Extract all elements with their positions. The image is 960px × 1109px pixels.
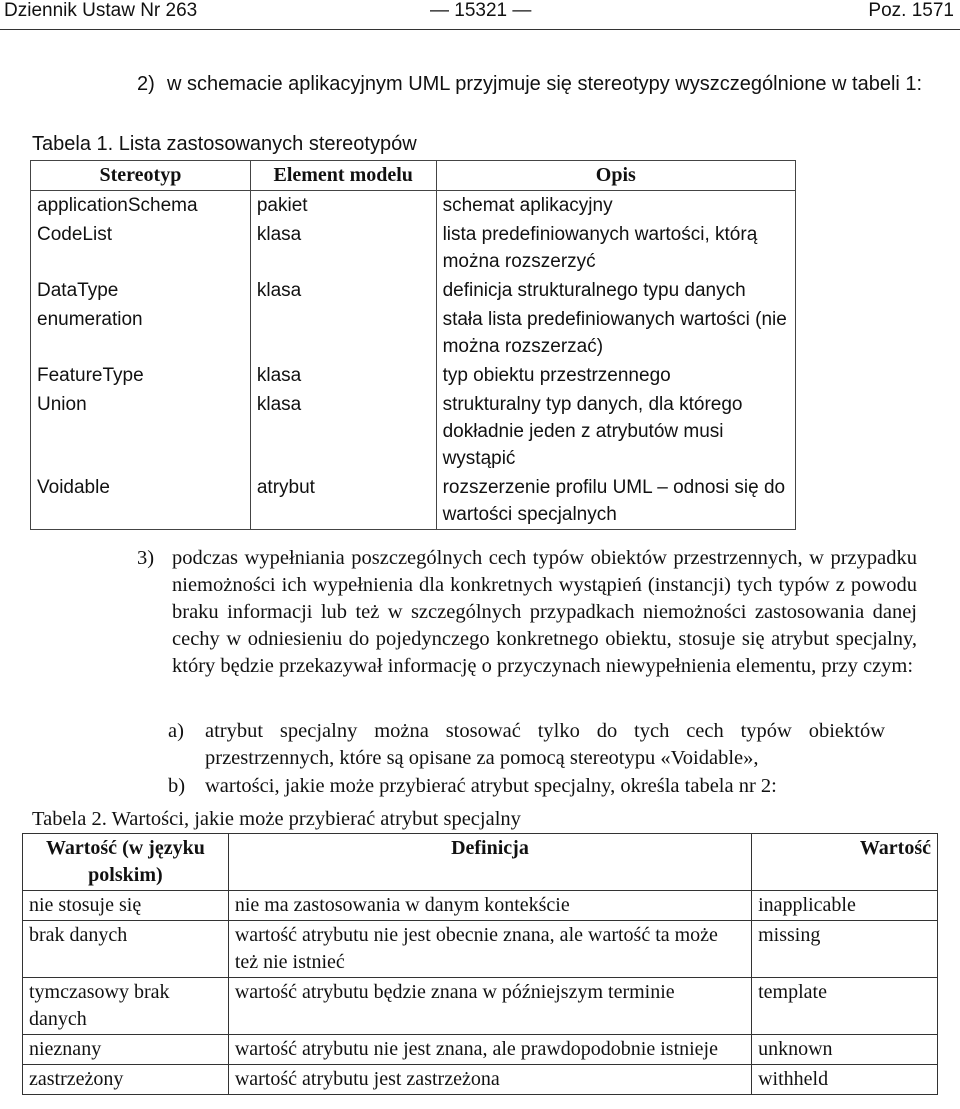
table-cell: nieznany bbox=[23, 1035, 229, 1065]
page-number: — 15321 — bbox=[430, 0, 532, 21]
table-row bbox=[31, 473, 796, 530]
table-cell: wartość atrybutu nie jest obecnie znana, ale wartość ta może też nie istnieć bbox=[228, 921, 751, 978]
table-cell: klasa bbox=[250, 390, 436, 473]
list-text: w schemacie aplikacyjnym UML przyjmuje się stereotypy wyszczególnione w tabeli 1: bbox=[167, 73, 923, 95]
list-text: podczas wypełniania poszczególnych cech typów obiektów przestrzennych, w przypadku niemożności ich wypełnienia dla konkretnych wystąpień (instancji) tych typów z powodu braku informacji lub też w szczególnych przypadkach niemożności zastosowania danej cechy w odniesieniu do pojedynczego konkretnego obiektu, stosuje się atrybut specjalny, który będzie przekazywał informację o przyczynach niewypełnienia elementu, przy czym: bbox=[172, 547, 917, 677]
table-row bbox=[23, 891, 938, 921]
table-cell: tymczasowy brak danych bbox=[23, 978, 229, 1035]
table-cell: CodeList bbox=[31, 220, 251, 276]
table-cell bbox=[250, 305, 436, 361]
table-cell: inapplicable bbox=[752, 891, 938, 921]
table-row bbox=[23, 1065, 938, 1095]
table1-caption: Tabela 1. Lista zastosowanych stereotypów bbox=[32, 133, 417, 155]
table-cell: template bbox=[752, 978, 938, 1035]
table-cell: Union bbox=[31, 390, 251, 473]
table-cell: enumeration bbox=[31, 305, 251, 361]
table-cell: wartość atrybutu będzie znana w późniejszym terminie bbox=[228, 978, 751, 1035]
table-row bbox=[31, 390, 796, 473]
table-cell: brak danych bbox=[23, 921, 229, 978]
table-cell: nie stosuje się bbox=[23, 891, 229, 921]
position-number: Poz. 1571 bbox=[868, 0, 954, 21]
table-cell: rozszerzenie profilu UML – odnosi się do wartości specjalnych bbox=[436, 473, 795, 530]
table-cell: unknown bbox=[752, 1035, 938, 1065]
table-cell: atrybut bbox=[250, 473, 436, 530]
table-cell: stała lista predefiniowanych wartości (nie można rozszerzać) bbox=[436, 305, 795, 361]
header-cell: Opis bbox=[436, 161, 795, 191]
table-cell: withheld bbox=[752, 1065, 938, 1095]
table-row bbox=[31, 305, 796, 361]
table-cell: wartość atrybutu nie jest znana, ale prawdopodobnie istnieje bbox=[228, 1035, 751, 1065]
table-row bbox=[23, 978, 938, 1035]
table-cell: strukturalny typ danych, dla którego dokładnie jeden z atrybutów musi wystąpić bbox=[436, 390, 795, 473]
header-cell: Element modelu bbox=[250, 161, 436, 191]
table-cell: klasa bbox=[250, 220, 436, 276]
table-header-row bbox=[31, 161, 796, 191]
table-row bbox=[31, 276, 796, 305]
table2-caption: Tabela 2. Wartości, jakie może przybierać atrybut specjalny bbox=[32, 808, 521, 830]
stereotypes-table bbox=[30, 160, 796, 530]
table-cell: klasa bbox=[250, 361, 436, 390]
header-cell: Stereotyp bbox=[31, 161, 251, 191]
table-cell: lista predefiniowanych wartości, którą można rozszerzyć bbox=[436, 220, 795, 276]
table-cell: applicationSchema bbox=[31, 191, 251, 221]
table-cell: typ obiektu przestrzennego bbox=[436, 361, 795, 390]
table-row bbox=[31, 361, 796, 390]
sub-item-text: wartości, jakie może przybierać atrybut specjalny, określa tabela nr 2: bbox=[205, 775, 777, 797]
table-cell: klasa bbox=[250, 276, 436, 305]
table-cell: Voidable bbox=[31, 473, 251, 530]
header-cell: Wartość (w języku polskim) bbox=[23, 834, 229, 891]
header-divider bbox=[0, 29, 960, 30]
sub-item-text: atrybut specjalny można stosować tylko do tych cech typów obiektów przestrzennych, które są opisane za pomocą stereotypu «Voidable», bbox=[205, 720, 885, 769]
table-cell: missing bbox=[752, 921, 938, 978]
sub-item-letter: a) bbox=[168, 720, 184, 742]
header-cell: Definicja bbox=[228, 834, 751, 891]
table-row bbox=[23, 1035, 938, 1065]
table-cell: wartość atrybutu jest zastrzeżona bbox=[228, 1065, 751, 1095]
table-cell: FeatureType bbox=[31, 361, 251, 390]
sub-item-letter: b) bbox=[168, 775, 186, 797]
header-cell: Wartość bbox=[752, 834, 938, 891]
table-cell: zastrzeżony bbox=[23, 1065, 229, 1095]
table-cell: nie ma zastosowania w danym kontekście bbox=[228, 891, 751, 921]
journal-title: Dziennik Ustaw Nr 263 bbox=[4, 0, 198, 21]
list-number: 2) bbox=[137, 73, 155, 95]
table-header-row bbox=[23, 834, 938, 891]
page-header bbox=[0, 0, 960, 30]
special-values-table bbox=[22, 833, 938, 1095]
table-cell: definicja strukturalnego typu danych bbox=[436, 276, 795, 305]
list-number: 3) bbox=[137, 547, 155, 569]
table-row bbox=[31, 220, 796, 276]
table-row bbox=[31, 191, 796, 221]
table-cell: DataType bbox=[31, 276, 251, 305]
table-cell: schemat aplikacyjny bbox=[436, 191, 795, 221]
table-row bbox=[23, 921, 938, 978]
table-cell: pakiet bbox=[250, 191, 436, 221]
